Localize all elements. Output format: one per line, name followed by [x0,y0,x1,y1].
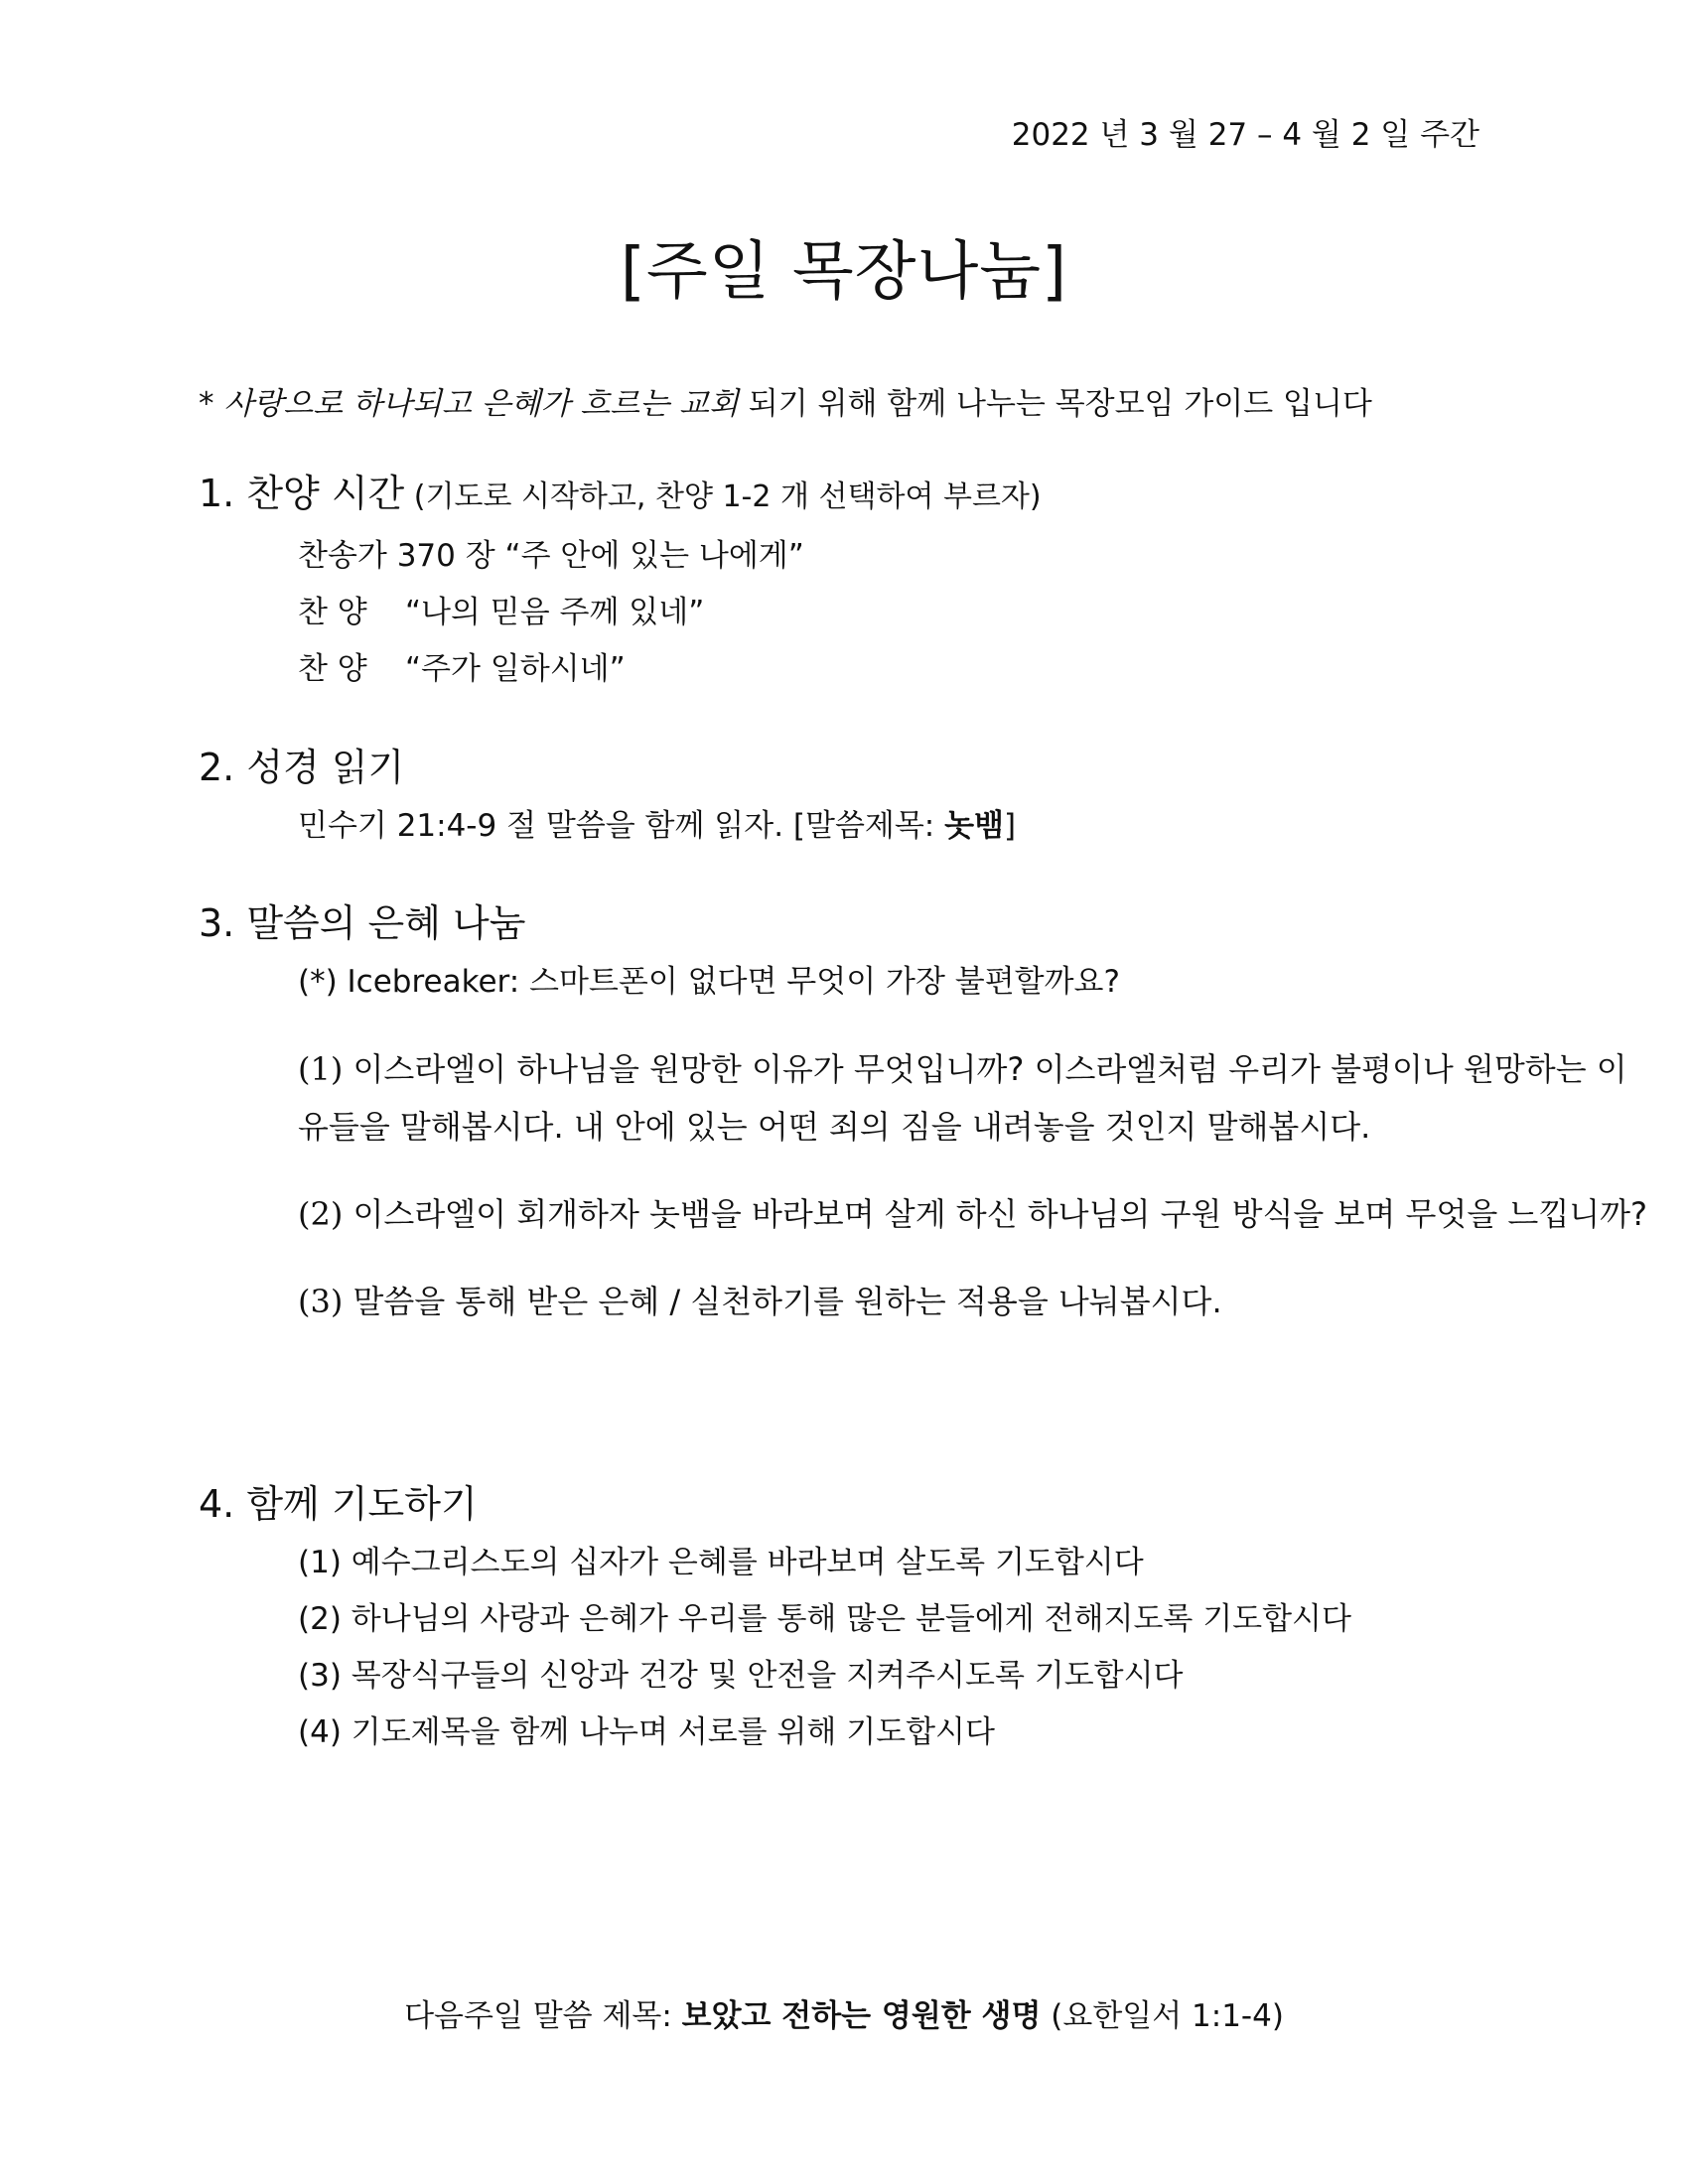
hymn-label: 찬 양 [298,595,367,630]
next-week-reference: (요한일서 1:1-4) [1041,1998,1284,2034]
section-heading [199,469,1042,522]
prayer-item: (2) 하나님의 사랑과 은혜가 우리를 통해 많은 분들에게 전해지도록 기도합시다 [298,1601,1351,1637]
praise-note: (기도로 시작하고, 찬양 1-2 개 선택하여 부르자) [404,479,1042,514]
hymn-title: “나의 믿음 주께 있네” [405,595,705,630]
sermon-title: 놋뱀 [944,808,1004,844]
page-title: [주일 목장나눔] [620,235,1068,309]
prayer-item: (4) 기도제목을 함께 나누며 서로를 위해 기도합시다 [298,1714,995,1750]
intro-church-motto: 사랑으로 하나되고 은혜가 흐르는 교회 [223,386,739,422]
section-sharing [199,898,1648,1330]
praise-heading: 1. 찬양 시간 [199,472,405,515]
discussion-question [199,1040,1648,1156]
next-week-label: 다음주일 말씀 제목: [404,1998,682,2034]
next-week-sermon [0,1990,1688,2035]
prayer-item: (1) 예수그리스도의 십자가 은혜를 바라보며 살도록 기도합시다 [298,1545,1144,1580]
sharing-heading: 3. 말씀의 은혜 나눔 [199,901,526,945]
date-range: 2022 년 3 월 27 – 4 월 2 일 주간 [1011,117,1479,153]
reading-passage: 민수기 21:4-9 절 말씀을 함께 읽자. [말씀제목: [298,808,945,844]
discussion-question [199,1185,1648,1243]
section-praise [199,469,1042,698]
question-number: (2) [298,1195,344,1233]
hymn-item [199,641,1042,698]
bible-reading-heading: 2. 성경 읽기 [199,746,405,789]
hymn-label: 찬 양 [298,651,367,687]
section-bible-reading [199,743,1016,855]
next-week-title: 보았고 전하는 영원한 생명 [681,1998,1042,2034]
bible-reading-text [199,798,1016,855]
icebreaker-question: (*) Icebreaker: 스마트폰이 없다면 무엇이 가장 불편할까요? [298,964,1120,1000]
hymn-title: “주가 일하시네” [405,651,626,687]
question-number: (3) [298,1283,344,1320]
question-text: 말씀을 통해 받은 은혜 / 실천하기를 원하는 적용을 나눠봅시다. [343,1283,1222,1320]
question-number: (1) [298,1050,344,1088]
prayer-heading: 4. 함께 기도하기 [199,1482,478,1526]
discussion-question [199,1273,1648,1330]
intro-suffix: 되기 위해 함께 나누는 목장모임 가이드 입니다 [738,386,1372,422]
bracket-close: ] [1004,808,1017,844]
hymn-item: 찬송가 370 장 “주 안에 있는 나에게” [298,538,804,574]
intro-prefix: * [199,386,224,422]
question-text: 이스라엘이 하나님을 원망한 이유가 무엇입니까? 이스라엘처럼 우리가 불평이나 원망하는 이유들을 말해봅시다. 내 안에 있는 어떤 죄의 짐을 내려놓을 것인지 말해봅시다. [298,1050,1627,1146]
hymn-item [199,585,1042,641]
section-prayer [199,1479,1351,1761]
question-text: 이스라엘이 회개하자 놋뱀을 바라보며 살게 하신 하나님의 구원 방식을 보며 무엇을 느낍니까? [343,1195,1648,1233]
intro-line [199,378,1372,423]
prayer-item: (3) 목장식구들의 신앙과 건강 및 안전을 지켜주시도록 기도합시다 [298,1658,1184,1694]
